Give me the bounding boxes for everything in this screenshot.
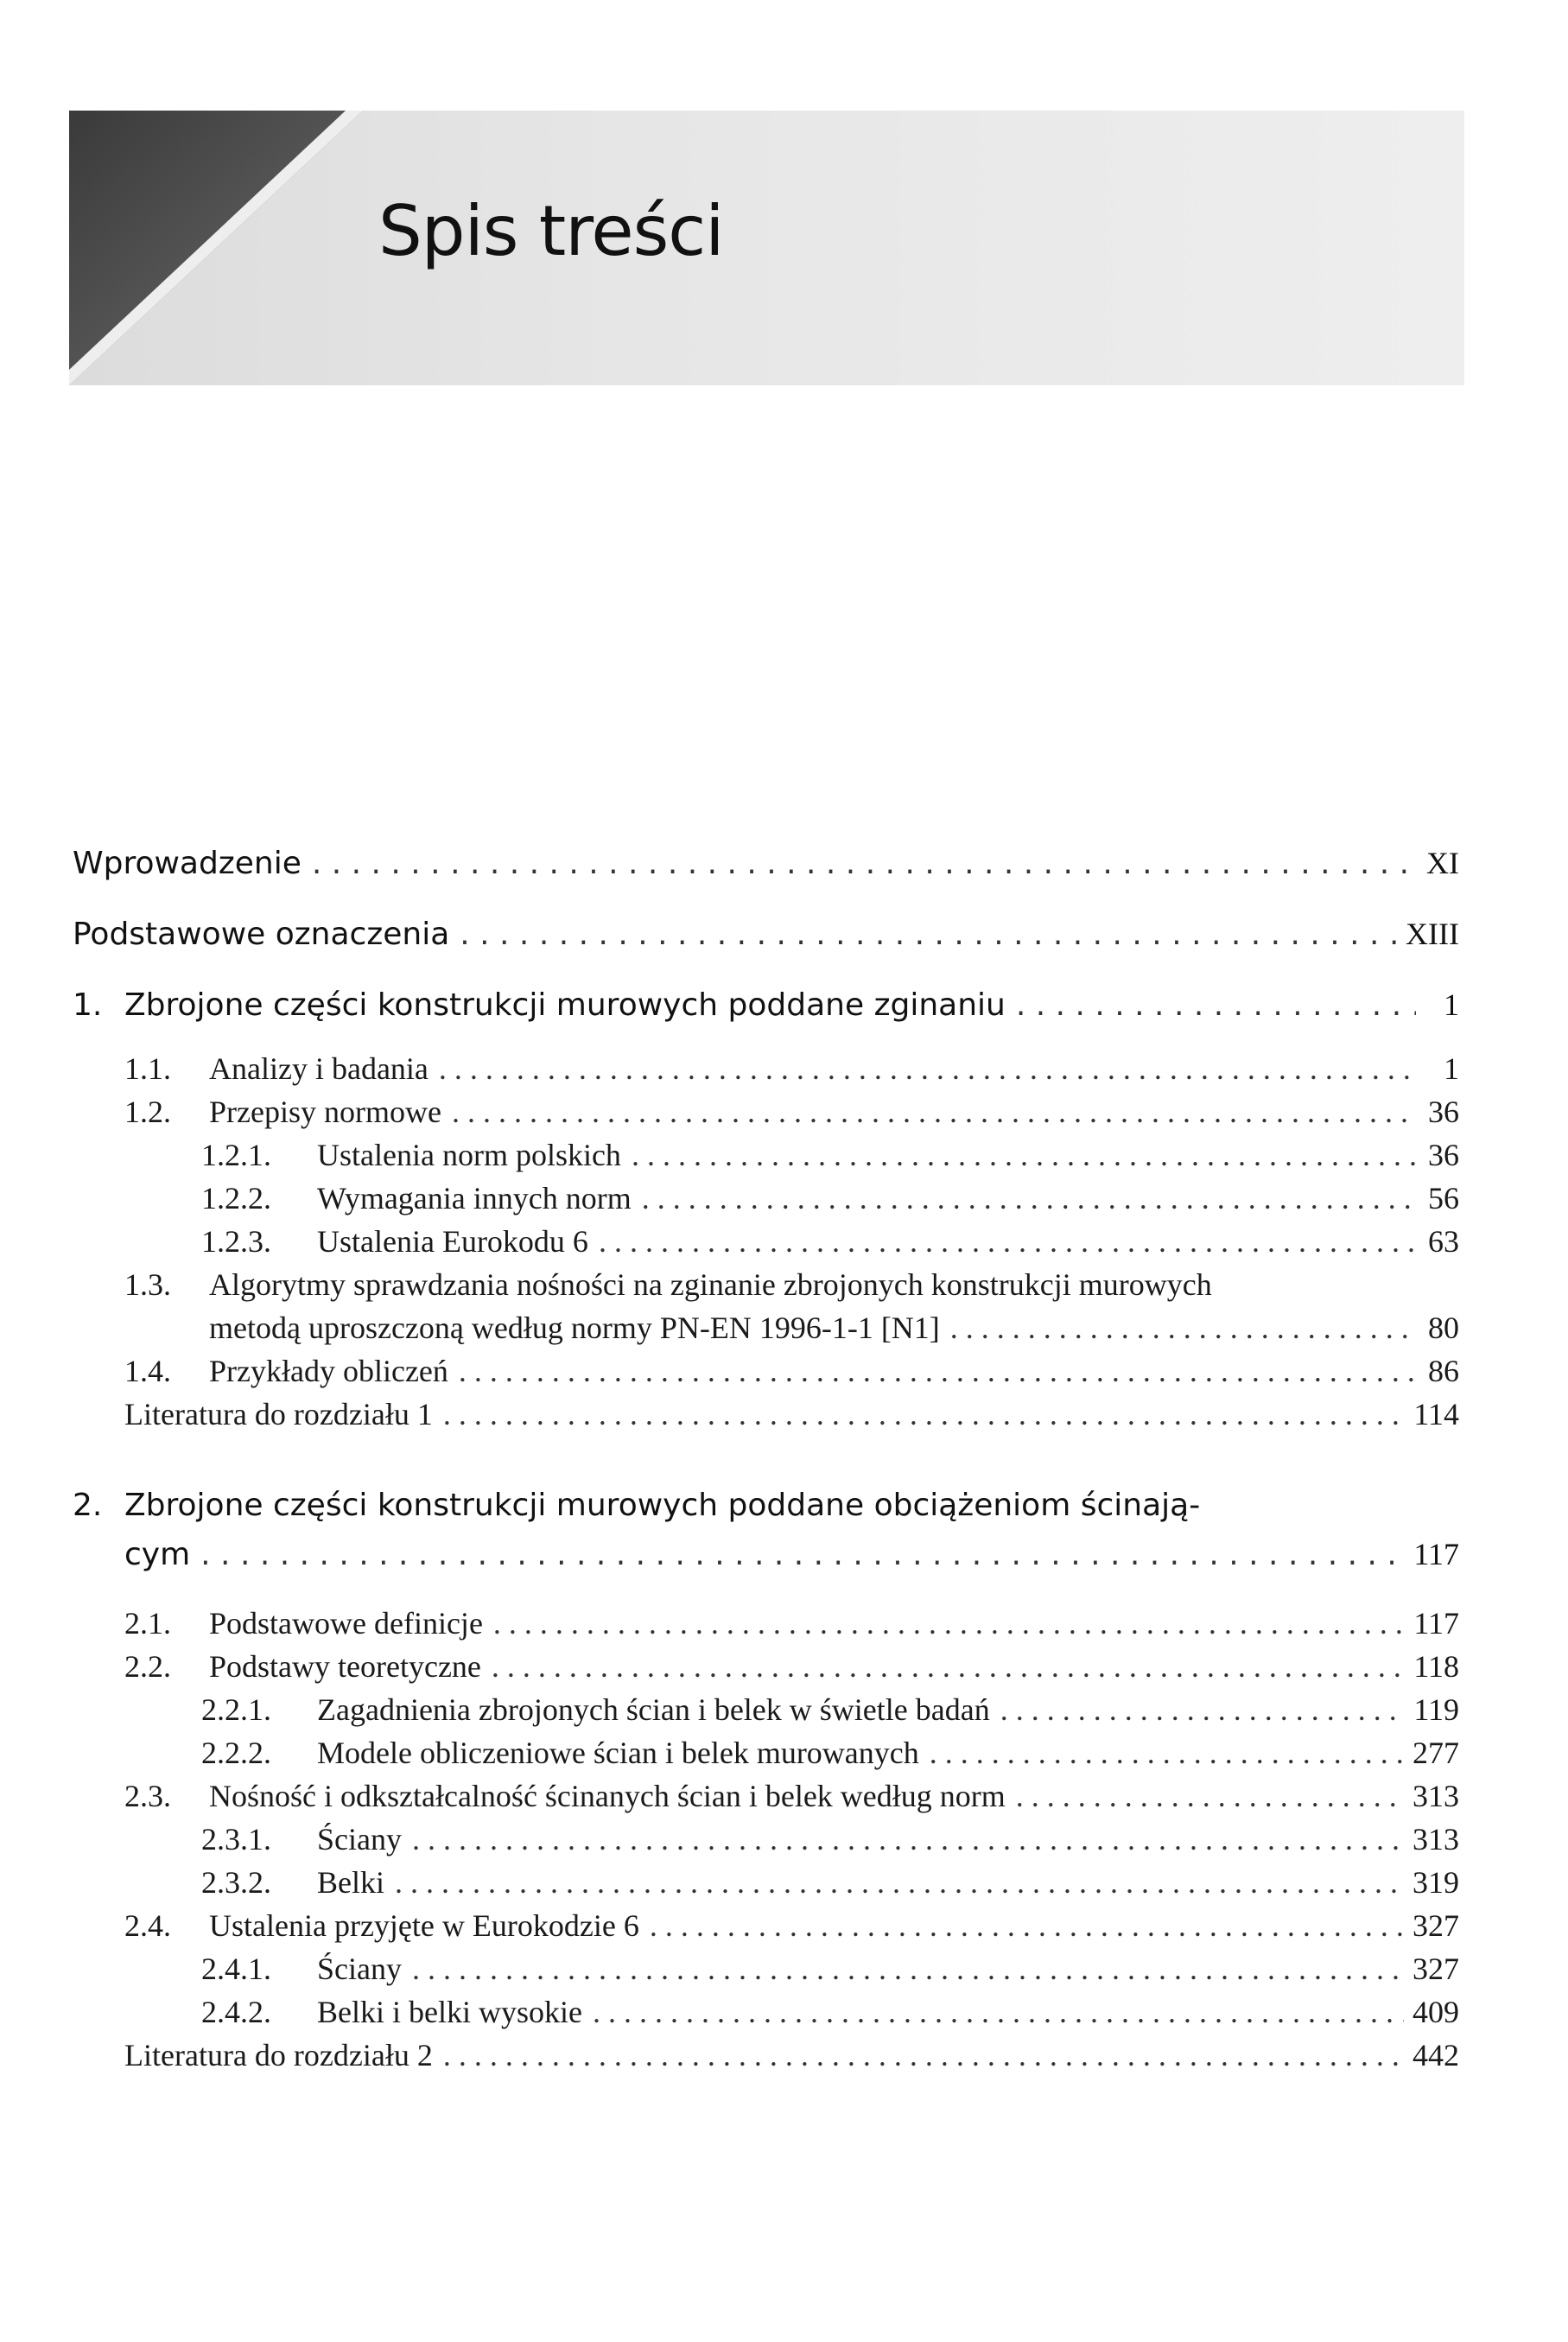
toc-entry-2-4[interactable] [124,1907,1459,1944]
toc-number: 2.1. [124,1606,171,1641]
toc-entry-1-2-2[interactable] [201,1180,1459,1216]
toc-label: Zagadnienia zbrojonych ścian i belek w świetle badań [317,1692,990,1727]
toc-entry-chapter-2-line1[interactable] [73,1488,1200,1523]
toc-entry-2-2[interactable] [124,1648,1459,1685]
toc-entry-2-1[interactable] [124,1605,1459,1641]
toc-number: 1.2.3. [201,1224,271,1259]
toc-entry-1-3-line1[interactable] [124,1266,1212,1303]
dot-leader [599,1223,1416,1260]
toc-label: Ustalenia norm polskich [317,1138,621,1172]
dot-leader [593,1994,1404,2030]
toc-label: metodą uproszczoną według normy PN-EN 1996-1-1 [N1] [209,1311,940,1345]
toc-entry-symbols[interactable] [73,916,1459,952]
toc-label: Podstawowe oznaczenia [73,917,450,952]
toc-entry-intro[interactable] [73,845,1459,881]
dot-leader [1016,987,1416,1023]
dot-leader [312,846,1416,881]
toc-label: Nośność i odkształcalność ścinanych ścian i belek według norm [209,1779,1006,1813]
dot-leader [1016,1778,1404,1814]
toc-page: 327 [1412,1908,1459,1943]
toc-page: 80 [1428,1311,1459,1345]
toc-entry-1-2-3[interactable] [201,1223,1459,1260]
toc-page: 409 [1412,1995,1459,2029]
toc-page: 36 [1428,1138,1459,1172]
toc-number: 1.3. [124,1267,171,1302]
toc-entry-2-4-1[interactable] [201,1951,1459,1987]
toc-entry-2-2-2[interactable] [201,1735,1459,1771]
toc-entry-2-3-1[interactable] [201,1821,1459,1857]
toc-entry-1-2-1[interactable] [201,1137,1459,1173]
toc-page: 117 [1413,1606,1459,1641]
toc-page: 117 [1413,1537,1459,1571]
dot-leader [200,1537,1405,1572]
toc-label: Wymagania innych norm [317,1181,632,1215]
dot-leader [460,917,1397,952]
toc-page: XI [1426,846,1459,880]
toc-number: 1.2.1. [201,1138,271,1172]
toc-label: Analizy i badania [209,1051,429,1086]
toc-entry-2-2-1[interactable] [201,1691,1459,1728]
toc-page: 1 [1444,987,1459,1022]
toc-page: 56 [1428,1181,1459,1215]
toc-entry-1-1[interactable] [124,1050,1459,1087]
toc-page: 442 [1412,2038,1459,2072]
toc-label: Belki [317,1865,384,1900]
toc-number: 2.4.1. [201,1952,271,1986]
toc-entry-2-4-2[interactable] [201,1994,1459,2030]
toc-number: 1. [73,987,103,1023]
toc-number: 2.3.1. [201,1822,271,1856]
toc-page: 277 [1412,1736,1459,1770]
toc-label: Ściany [317,1822,402,1856]
toc-page: XIII [1406,917,1459,951]
dot-leader [930,1735,1404,1771]
toc-number: 1.1. [124,1051,171,1086]
toc-label: Literatura do rozdziału 2 [124,2038,433,2072]
toc-page: 86 [1428,1354,1459,1388]
toc-label: Modele obliczeniowe ścian i belek murowanych [317,1736,919,1770]
toc-label: Literatura do rozdziału 1 [124,1397,433,1431]
toc-page: 36 [1428,1095,1459,1129]
dot-leader [650,1907,1404,1944]
dot-leader [950,1310,1416,1346]
toc-entry-chapter-1[interactable] [73,987,1459,1023]
toc-label: Zbrojone części konstrukcji murowych poddane obciążeniom ścinają- [124,1488,1201,1523]
toc-page: 119 [1413,1692,1459,1727]
toc-number: 2.2.2. [201,1736,271,1770]
dot-leader [632,1137,1416,1173]
toc-number: 2.3. [124,1779,171,1813]
dot-leader [1000,1691,1406,1728]
toc-label: Podstawy teoretyczne [209,1649,481,1684]
dot-leader [459,1353,1416,1389]
toc-label: cym [124,1537,191,1572]
toc-entry-1-4[interactable] [124,1353,1459,1389]
dot-leader [493,1605,1405,1641]
toc-page: 63 [1428,1224,1459,1259]
toc-number: 2.4. [124,1908,171,1943]
toc-label: Przepisy normowe [209,1095,441,1129]
toc-label: Ściany [317,1952,402,1986]
dot-leader [492,1648,1405,1685]
toc-page: 319 [1412,1865,1459,1900]
toc-number: 2. [73,1488,103,1523]
toc-label: Belki i belki wysokie [317,1995,582,2029]
toc-page: 313 [1412,1779,1459,1813]
toc-entry-2-3[interactable] [124,1778,1459,1814]
toc-label: Wprowadzenie [73,846,302,881]
toc-page: 313 [1412,1822,1459,1856]
toc-number: 2.2. [124,1649,171,1684]
toc-number: 1.4. [124,1354,171,1388]
toc-entry-literature-2[interactable] [124,2037,1459,2073]
dot-leader [452,1094,1416,1130]
dot-leader [642,1180,1416,1216]
toc-number: 2.4.2. [201,1995,271,2029]
dot-leader [412,1951,1404,1987]
dot-leader [412,1821,1404,1857]
toc-label: Ustalenia przyjęte w Eurokodzie 6 [209,1908,639,1943]
toc-entry-literature-1[interactable] [124,1396,1459,1432]
toc-page: 114 [1413,1397,1459,1431]
toc-number: 1.2. [124,1095,171,1129]
page-title: Spis treści [378,191,724,271]
toc-entry-chapter-2[interactable] [124,1536,1459,1572]
toc-entry-1-2[interactable] [124,1094,1459,1130]
toc-page: 118 [1413,1649,1459,1684]
dot-leader [395,1864,1404,1901]
toc-entry-2-3-2[interactable] [201,1864,1459,1901]
toc-number: 1.2.2. [201,1181,271,1215]
dot-leader [439,1050,1416,1087]
toc-page: 1 [1444,1051,1459,1086]
toc-label: Przykłady obliczeń [209,1354,448,1388]
toc-label: Ustalenia Eurokodu 6 [317,1224,588,1259]
toc-page: 327 [1412,1952,1459,1986]
toc-label: Zbrojone części konstrukcji murowych poddane zginaniu [124,987,1006,1023]
toc-number: 2.3.2. [201,1865,271,1900]
toc-label: Algorytmy sprawdzania nośności na zginanie zbrojonych konstrukcji murowych [209,1267,1212,1302]
dot-leader [443,2037,1404,2073]
toc-number: 2.2.1. [201,1692,271,1727]
dot-leader [443,1396,1405,1432]
toc-label: Podstawowe definicje [209,1606,483,1641]
toc-entry-1-3[interactable] [209,1310,1459,1346]
